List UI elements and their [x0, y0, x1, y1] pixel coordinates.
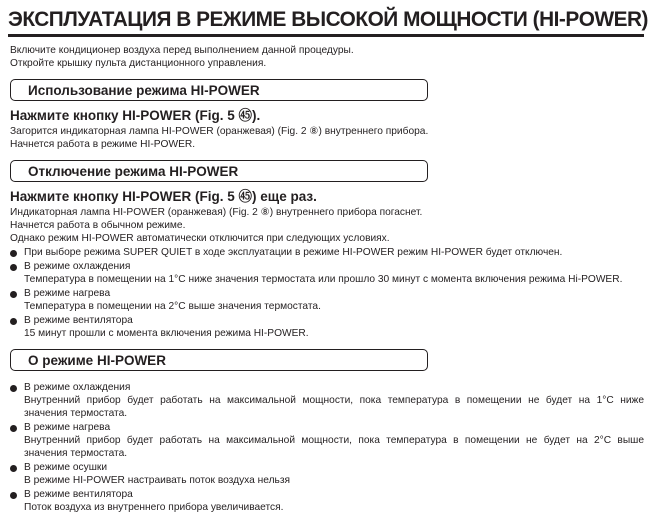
intro-line: Включите кондиционер воздуха перед выполнением данной процедуры.	[10, 45, 354, 56]
page-title: ЭКСПЛУАТАЦИЯ В РЕЖИМЕ ВЫСОКОЙ МОЩНОСТИ (HI-POWER)	[8, 7, 648, 31]
bullet-detail: Внутренний прибор будет работать на максимальной мощности, пока температура в помещении не будет на 1°C ниже	[24, 395, 644, 406]
bullet-icon	[10, 318, 17, 325]
bullet-label: В режиме охлаждения	[24, 261, 131, 272]
bullet-label: В режиме нагрева	[24, 422, 111, 433]
bullet-icon	[10, 291, 17, 298]
bullet-icon	[10, 385, 17, 392]
bullet-label: В режиме охлаждения	[24, 382, 131, 393]
body-line: Однако режим HI-POWER автоматически отключится при следующих условиях.	[10, 233, 390, 244]
section-heading: Использование режима HI-POWER	[28, 83, 260, 98]
body-line: Загорится индикаторная лампа HI-POWER (оранжевая) (Fig. 2 ⑧) внутреннего прибора.	[10, 126, 429, 137]
bullet-icon	[10, 492, 17, 499]
bullet-label: В режиме нагрева	[24, 288, 111, 299]
step-instruction: Нажмите кнопку HI-POWER (Fig. 5 ㊺).	[10, 108, 261, 123]
bullet-detail: 15 минут прошли с момента включения режима HI-POWER.	[24, 328, 309, 339]
step-instruction: Нажмите кнопку HI-POWER (Fig. 5 ㊺) еще раз.	[10, 189, 317, 204]
title-underline	[8, 34, 644, 37]
bullet-icon	[10, 465, 17, 472]
bullet-detail: значения термостата.	[24, 408, 128, 419]
bullet-icon	[10, 264, 17, 271]
body-line: Начнется работа в режиме HI-POWER.	[10, 139, 196, 150]
bullet-detail: В режиме HI-POWER настраивать поток воздуха нельзя	[24, 475, 291, 486]
bullet-label: В режиме вентилятора	[24, 489, 133, 500]
section-heading-box	[10, 349, 428, 371]
bullet-detail: Поток воздуха из внутреннего прибора увеличивается.	[24, 502, 284, 513]
bullet-detail: Температура в помещении на 2°C выше значения термостата.	[24, 301, 321, 312]
bullet-detail: значения термостата.	[24, 448, 128, 459]
section-heading-box	[10, 160, 428, 182]
bullet-label: В режиме осушки	[24, 462, 108, 473]
body-line: Начнется работа в обычном режиме.	[10, 220, 186, 231]
bullet-detail: Температура в помещении на 1°C ниже значения термостата или прошло 30 минут с момента включения режима Hi-POWER.	[24, 274, 623, 285]
intro-line: Откройте крышку пульта дистанционного управления.	[10, 58, 267, 69]
section-heading: О режиме HI-POWER	[28, 353, 166, 368]
section-heading: Отключение режима HI-POWER	[28, 164, 239, 179]
body-line: Индикаторная лампа HI-POWER (оранжевая) (Fig. 2 ⑧) внутреннего прибора погаснет.	[10, 207, 423, 218]
bullet-icon	[10, 425, 17, 432]
bullet-icon	[10, 250, 17, 257]
bullet-label: В режиме вентилятора	[24, 315, 133, 326]
bullet-label: При выборе режима SUPER QUIET в ходе эксплуатации в режиме HI-POWER режим HI-POWER будет отключен.	[24, 247, 563, 258]
bullet-detail: Внутренний прибор будет работать на максимальной мощности, пока температура в помещении не будет на 2°C выше	[24, 435, 644, 446]
section-heading-box	[10, 79, 428, 101]
